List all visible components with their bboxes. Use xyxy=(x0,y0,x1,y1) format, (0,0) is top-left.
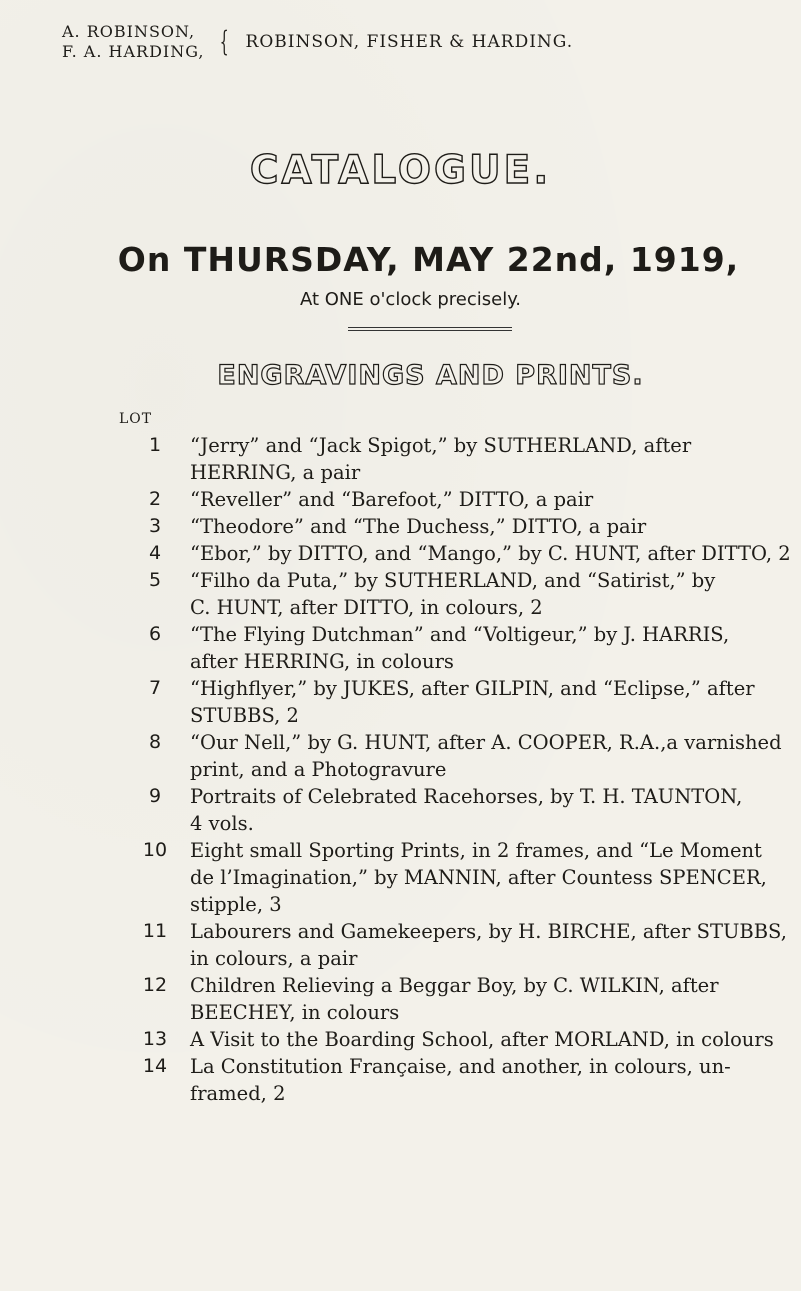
lot-item xyxy=(0,432,801,486)
lot-description-line: La Constitution Française, and another, in colours, un- xyxy=(190,1055,731,1078)
lot-description xyxy=(190,837,801,918)
auctioneer-1: A. ROBINSON, xyxy=(62,22,196,41)
double-rule-divider xyxy=(348,327,512,331)
lot-description xyxy=(190,783,801,837)
lot-number: 2 xyxy=(148,488,162,510)
sale-date: On THURSDAY, MAY 22nd, 1919, xyxy=(117,240,740,279)
lot-description-line: framed, 2 xyxy=(190,1082,286,1105)
lot-number: 7 xyxy=(148,677,162,699)
lot-description-line: de l’Imagination,” by MANNIN, after Countess SPENCER, xyxy=(190,866,767,889)
lot-description-line: “The Flying Dutchman” and “Voltigeur,” by J. HARRIS, xyxy=(190,623,730,646)
auctioneer-2: F. A. HARDING, xyxy=(62,42,205,61)
lot-description-line: “Highflyer,” by JUKES, after GILPIN, and “Eclipse,” after xyxy=(190,677,755,700)
lot-description xyxy=(190,432,801,486)
lot-description-line: in colours, a pair xyxy=(190,947,358,970)
lot-description-line: “Reveller” and “Barefoot,” DITTO, a pair xyxy=(190,488,594,511)
lot-item xyxy=(0,540,801,567)
lot-description-line: “Our Nell,” by G. HUNT, after A. COOPER, R.A.,a varnished xyxy=(190,731,782,754)
lot-description-line: “Theodore” and “The Duchess,” DITTO, a pair xyxy=(190,515,647,538)
lot-description-line: 4 vols. xyxy=(190,812,254,835)
lot-item xyxy=(0,729,801,783)
lot-item xyxy=(0,972,801,1026)
lot-description xyxy=(190,486,801,513)
lot-item xyxy=(0,567,801,621)
lot-description xyxy=(190,918,801,972)
lot-description xyxy=(190,621,801,675)
firm-name: ROBINSON, FISHER & HARDING. xyxy=(245,32,574,52)
lot-description xyxy=(190,972,801,1026)
lot-description xyxy=(190,1026,801,1053)
lot-number: 1 xyxy=(148,434,162,456)
lot-item xyxy=(0,513,801,540)
auctioneer-names xyxy=(62,22,205,62)
lot-number: 12 xyxy=(142,974,168,996)
lot-description xyxy=(190,567,801,621)
lot-description-line: “Filho da Puta,” by SUTHERLAND, and “Satirist,” by xyxy=(190,569,716,592)
lot-description-line: A Visit to the Boarding School, after MORLAND, in colours xyxy=(190,1028,774,1051)
lot-column-header: LOT xyxy=(119,411,153,427)
lot-description-line: STUBBS, 2 xyxy=(190,704,299,727)
lot-number: 3 xyxy=(148,515,162,537)
lot-number: 11 xyxy=(142,920,168,942)
lot-description-line: BEECHEY, in colours xyxy=(190,1001,400,1024)
lot-description-line: stipple, 3 xyxy=(190,893,282,916)
lot-description xyxy=(190,675,801,729)
lot-description-line: Eight small Sporting Prints, in 2 frames, and “Le Moment xyxy=(190,839,762,862)
lot-description xyxy=(190,513,801,540)
auctioneer-header xyxy=(62,22,573,62)
lot-item xyxy=(0,675,801,729)
lot-description-line: C. HUNT, after DITTO, in colours, 2 xyxy=(190,596,543,619)
lot-description xyxy=(190,1053,801,1107)
lot-description-line: after HERRING, in colours xyxy=(190,650,454,673)
lot-description-line: “Ebor,” by DITTO, and “Mango,” by C. HUNT, after DITTO, 2 xyxy=(190,542,791,565)
section-heading: ENGRAVINGS AND PRINTS. xyxy=(217,360,644,391)
lot-description-line: “Jerry” and “Jack Spigot,” by SUTHERLAND, after xyxy=(190,434,692,457)
lot-description xyxy=(190,540,801,567)
sale-time: At ONE o'clock precisely. xyxy=(299,289,522,310)
lot-description-line: Labourers and Gamekeepers, by H. BIRCHE, after STUBBS, xyxy=(190,920,787,943)
lot-item xyxy=(0,783,801,837)
lot-item xyxy=(0,918,801,972)
lot-description-line: print, and a Photogravure xyxy=(190,758,447,781)
lot-item xyxy=(0,837,801,918)
catalogue-title: CATALOGUE. xyxy=(249,148,552,193)
lot-description xyxy=(190,729,801,783)
lot-description-line: HERRING, a pair xyxy=(190,461,361,484)
lot-number: 9 xyxy=(148,785,162,807)
lot-number: 4 xyxy=(148,542,162,564)
lot-number: 10 xyxy=(142,839,168,861)
lot-item xyxy=(0,621,801,675)
lot-number: 13 xyxy=(142,1028,168,1050)
lot-list xyxy=(0,432,801,1107)
lot-number: 14 xyxy=(142,1055,168,1077)
brace-glyph: { xyxy=(219,25,229,58)
lot-number: 8 xyxy=(148,731,162,753)
lot-item xyxy=(0,1026,801,1053)
lot-description-line: Children Relieving a Beggar Boy, by C. WILKIN, after xyxy=(190,974,719,997)
lot-number: 6 xyxy=(148,623,162,645)
lot-number: 5 xyxy=(148,569,162,591)
lot-description-line: Portraits of Celebrated Racehorses, by T. H. TAUNTON, xyxy=(190,785,743,808)
lot-item xyxy=(0,1053,801,1107)
lot-item xyxy=(0,486,801,513)
